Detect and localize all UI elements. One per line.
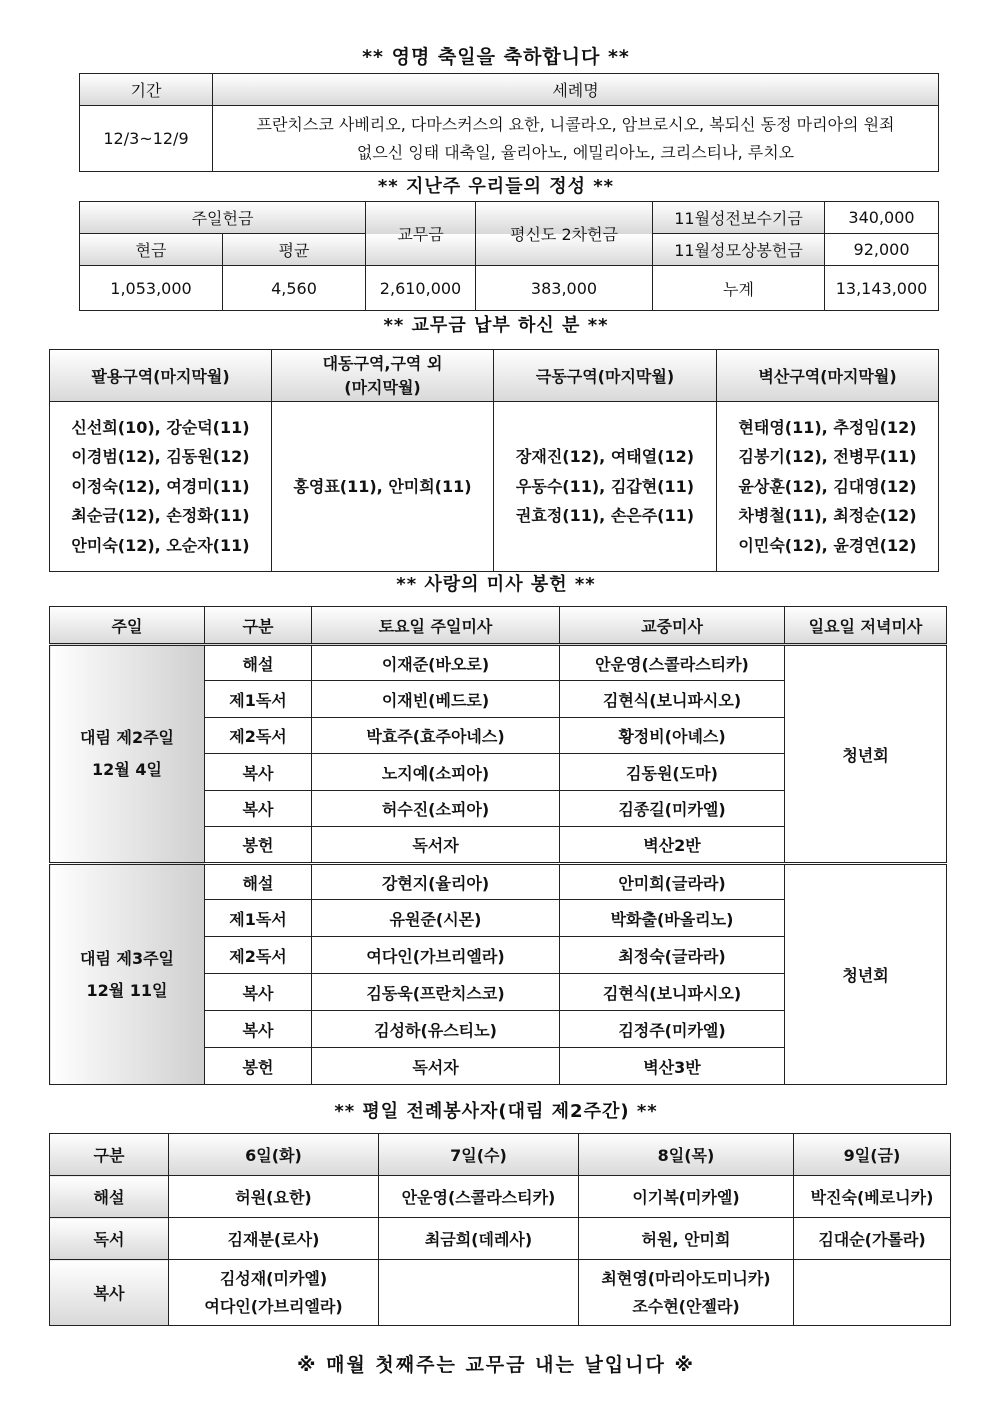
weekday-server-name: 여다인(가브리엘라): [204, 1296, 343, 1316]
weekday-title: ** 평일 전례봉사자(대림 제2주간) **: [334, 1101, 658, 1122]
mass-role: 제1독서: [205, 900, 312, 937]
mass-saturday: 허수진(소피아): [312, 791, 560, 827]
weekday-cell: 박진숙(베로니카): [794, 1176, 951, 1218]
footer-note: ※ 매월 첫째주는 교무금 내는 날입니다 ※: [297, 1354, 695, 1376]
mass-saturday: 김동욱(프란치스코): [312, 974, 560, 1011]
feast-header-names: 세례명: [213, 74, 939, 106]
weekday-header-fri: 9일(금): [794, 1134, 951, 1176]
feast-title: ** 영명 축일을 축하합니다 **: [362, 46, 630, 68]
mass-saturday: 독서자: [312, 827, 560, 864]
offering-table: [79, 201, 939, 311]
mass-role: 봉헌: [205, 1048, 312, 1085]
mass-week2-name: 대림 제3주일: [80, 948, 174, 968]
offering-diocesan-header: 교무금: [366, 202, 476, 266]
mass-main: 벽산3반: [560, 1048, 785, 1085]
list-item: 장재진(12), 여태열(12): [515, 447, 695, 467]
mass-role: 복사: [205, 974, 312, 1011]
mass-main: 김종길(미카엘): [560, 791, 785, 827]
list-item: 김봉기(12), 전병무(11): [738, 447, 917, 467]
mass-saturday: 노지예(소피아): [312, 754, 560, 791]
table-row: [50, 1218, 951, 1260]
offering-fund-value: 340,000: [825, 202, 939, 234]
mass-main: 벽산2반: [560, 827, 785, 864]
offering-cash-value: 1,053,000: [80, 266, 223, 311]
weekday-cell: 김재분(로사): [169, 1218, 379, 1260]
mass-header-main: 교중미사: [560, 607, 785, 645]
weekday-server-name: 최현영(마리아도미니카): [601, 1268, 771, 1288]
mass-main: 김현식(보니파시오): [560, 681, 785, 718]
mass-saturday: 이재빈(베드로): [312, 681, 560, 718]
offering-average-header: 평균: [223, 234, 366, 266]
mass-header-evening: 일요일 저녁미사: [785, 607, 947, 645]
mass-week2-evening: 청년회: [785, 864, 947, 1085]
offering-cash-header: 현금: [80, 234, 223, 266]
mass-role: 제2독서: [205, 718, 312, 754]
offering-fund-label: 11월성전보수기금: [653, 202, 825, 234]
weekday-cell: 최금희(데레사): [379, 1218, 579, 1260]
feast-period: 12/3~12/9: [80, 106, 213, 172]
dues-col-byeoksan: [717, 402, 939, 572]
mass-role: 제1독서: [205, 681, 312, 718]
mass-main: 김동원(도마): [560, 754, 785, 791]
weekday-role-commentary: 해설: [50, 1176, 169, 1218]
mass-main: 박화출(바올리노): [560, 900, 785, 937]
mass-title: ** 사랑의 미사 봉헌 **: [396, 574, 596, 595]
dues-col-geukdong: [494, 402, 717, 572]
mass-header-saturday: 토요일 주일미사: [312, 607, 560, 645]
weekday-header-thu: 8일(목): [579, 1134, 794, 1176]
mass-week1-evening: 청년회: [785, 645, 947, 864]
mass-main: 안미희(글라라): [560, 864, 785, 900]
offering-average-value: 4,560: [223, 266, 366, 311]
mass-main: 최정숙(글라라): [560, 937, 785, 974]
mass-saturday: 강현지(율리아): [312, 864, 560, 900]
dues-col-daedong: [272, 402, 494, 572]
mass-week2-label: [50, 864, 205, 1085]
list-item: 현태영(11), 추정임(12): [738, 417, 917, 437]
mass-main: 김현식(보니파시오): [560, 974, 785, 1011]
weekday-header-role: 구분: [50, 1134, 169, 1176]
mass-week1-date: 12월 4일: [92, 760, 162, 779]
list-item: 이민숙(12), 윤경연(12): [738, 535, 917, 555]
dues-col-palyong: [50, 402, 272, 572]
weekday-server-name: 조수현(안젤라): [632, 1296, 740, 1316]
offering-diocesan-value: 2,610,000: [366, 266, 476, 311]
list-item: 권효정(11), 손은주(11): [515, 506, 695, 526]
mass-saturday: 여다인(가브리엘라): [312, 937, 560, 974]
list-item: 최순금(12), 손정화(11): [71, 506, 250, 526]
offering-mary-value: 92,000: [825, 234, 939, 266]
weekday-cell: 안운영(스콜라스티카): [379, 1176, 579, 1218]
dues-header-palyong: 팔용구역(마지막월): [50, 350, 272, 402]
list-item: 차병철(11), 최정순(12): [738, 506, 917, 526]
offering-total-value: 13,143,000: [825, 266, 939, 311]
dues-title: ** 교무금 납부 하신 분 **: [383, 315, 609, 336]
mass-saturday: 김성하(유스티노): [312, 1011, 560, 1048]
dues-table: [49, 349, 939, 572]
weekday-cell: 허원(요한): [169, 1176, 379, 1218]
table-row: [50, 1260, 951, 1326]
weekday-cell-empty: [379, 1260, 579, 1326]
list-item: 안미숙(12), 오순자(11): [71, 535, 250, 555]
offering-mary-label: 11월성모상봉헌금: [653, 234, 825, 266]
feast-names-line1: 프란치스코 사베리오, 다마스커스의 요한, 니콜라오, 암브로시오, 복되신 동정 마리아의 원죄: [256, 114, 895, 134]
dues-header-geukdong: 극동구역(마지막월): [494, 350, 717, 402]
dues-header-daedong: [272, 350, 494, 402]
weekday-table: [49, 1133, 951, 1326]
mass-role: 해설: [205, 864, 312, 900]
table-row: [50, 645, 947, 681]
mass-saturday: 유원준(시몬): [312, 900, 560, 937]
feast-names-line2: 없으신 잉태 대축일, 율리아노, 에밀리아노, 크리스티나, 루치오: [356, 142, 795, 162]
mass-table: [49, 606, 947, 1085]
list-item: 우동수(11), 김갑현(11): [515, 476, 695, 496]
weekday-cell: 허원, 안미희: [579, 1218, 794, 1260]
mass-saturday: 박효주(효주아네스): [312, 718, 560, 754]
offering-second-header: 평신도 2차헌금: [476, 202, 653, 266]
weekday-cell: 김대순(가롤라): [794, 1218, 951, 1260]
mass-saturday: 이재준(바오로): [312, 645, 560, 681]
mass-role: 봉헌: [205, 827, 312, 864]
list-item: 이정숙(12), 여경미(11): [71, 476, 250, 496]
dues-header-byeoksan: 벽산구역(마지막월): [717, 350, 939, 402]
weekday-role-server: 복사: [50, 1260, 169, 1326]
offering-title: ** 지난주 우리들의 정성 **: [377, 176, 615, 197]
feast-table: [79, 73, 939, 172]
mass-role: 복사: [205, 754, 312, 791]
feast-header-period: 기간: [80, 74, 213, 106]
weekday-cell: [579, 1260, 794, 1326]
mass-week1-label: [50, 645, 205, 864]
offering-second-value: 383,000: [476, 266, 653, 311]
mass-role: 해설: [205, 645, 312, 681]
table-row: [50, 1176, 951, 1218]
list-item: 신선희(10), 강순덕(11): [71, 417, 250, 437]
weekday-cell-empty: [794, 1260, 951, 1326]
dues-header-daedong-line1: 대동구역,구역 외: [322, 353, 443, 373]
weekday-header-tue: 6일(화): [169, 1134, 379, 1176]
list-item: 홍영표(11), 안미희(11): [293, 476, 472, 496]
mass-week1-name: 대림 제2주일: [80, 728, 174, 747]
weekday-header-wed: 7일(수): [379, 1134, 579, 1176]
mass-role: 복사: [205, 791, 312, 827]
feast-names: [213, 106, 939, 172]
weekday-role-reading: 독서: [50, 1218, 169, 1260]
list-item: 이경범(12), 김동원(12): [71, 447, 250, 467]
mass-main: 안운영(스콜라스티카): [560, 645, 785, 681]
offering-sunday-header: 주일헌금: [80, 202, 366, 234]
mass-saturday: 독서자: [312, 1048, 560, 1085]
offering-total-label: 누계: [653, 266, 825, 311]
mass-role: 제2독서: [205, 937, 312, 974]
weekday-cell: [169, 1260, 379, 1326]
table-row: [50, 864, 947, 900]
mass-week2-date: 12월 11일: [86, 980, 168, 1000]
weekday-server-name: 김성재(미카엘): [219, 1268, 328, 1288]
weekday-cell: 이기복(미카엘): [579, 1176, 794, 1218]
mass-main: 김정주(미카엘): [560, 1011, 785, 1048]
mass-header-role: 구분: [205, 607, 312, 645]
mass-header-sunday: 주일: [50, 607, 205, 645]
mass-role: 복사: [205, 1011, 312, 1048]
dues-header-daedong-line2: (마지막월): [344, 377, 421, 397]
mass-main: 황정비(아녜스): [560, 718, 785, 754]
list-item: 윤상훈(12), 김대영(12): [738, 476, 917, 496]
